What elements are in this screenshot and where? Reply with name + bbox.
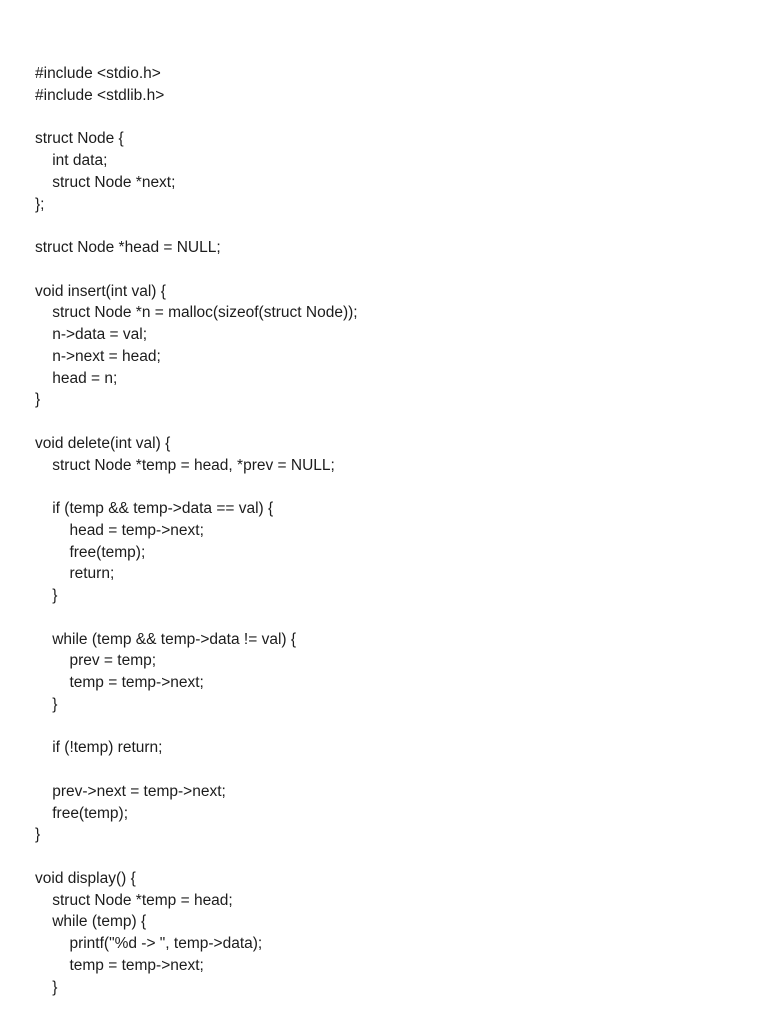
code-line: n->data = val;: [35, 326, 148, 343]
code-line: #include <stdlib.h>: [35, 86, 165, 104]
blank-line: [35, 846, 358, 868]
code-line: if (!temp) return;: [35, 739, 163, 757]
code-line: prev->next = temp->next;: [35, 782, 226, 800]
code-line: while (temp) {: [35, 913, 147, 931]
code-block: [35, 63, 358, 998]
code-line: free(temp);: [35, 543, 146, 561]
code-line: temp = temp->next;: [35, 956, 204, 974]
blank-line: [35, 107, 358, 129]
code-line: }: [35, 695, 58, 713]
code-line: void insert(int val) {: [35, 282, 166, 300]
code-line: head = n;: [35, 369, 118, 387]
code-line: head = temp->next;: [35, 521, 204, 539]
code-line: struct Node *head = NULL;: [35, 239, 221, 256]
code-line: if (temp && temp->data == val) {: [35, 500, 274, 517]
code-line: struct Node *next;: [35, 173, 176, 191]
code-line: void display() {: [35, 869, 136, 887]
code-line: temp = temp->next;: [35, 674, 204, 691]
code-line: }: [35, 826, 41, 844]
code-line: return;: [35, 565, 115, 583]
code-line: prev = temp;: [35, 652, 157, 670]
code-line: while (temp && temp->data != val) {: [35, 630, 297, 648]
code-line: printf("%d -> ", temp->data);: [35, 935, 263, 952]
code-line: };: [35, 195, 45, 213]
blank-line: [35, 759, 358, 781]
blank-line: [35, 716, 358, 738]
code-line: }: [35, 391, 41, 409]
code-line: #include <stdio.h>: [35, 65, 161, 82]
blank-line: [35, 259, 358, 281]
blank-line: [35, 476, 358, 498]
code-line: }: [35, 587, 58, 604]
code-line: free(temp);: [35, 804, 129, 822]
blank-line: [35, 215, 358, 237]
code-line: struct Node *n = malloc(sizeof(struct Node));: [35, 304, 358, 322]
code-line: }: [35, 978, 58, 996]
code-line: struct Node {: [35, 130, 124, 148]
code-line: struct Node *temp = head;: [35, 891, 233, 909]
blank-line: [35, 607, 358, 629]
code-line: void delete(int val) {: [35, 434, 171, 452]
code-line: int data;: [35, 152, 108, 169]
blank-line: [35, 411, 358, 433]
code-line: struct Node *temp = head, *prev = NULL;: [35, 456, 335, 474]
code-line: n->next = head;: [35, 347, 161, 365]
